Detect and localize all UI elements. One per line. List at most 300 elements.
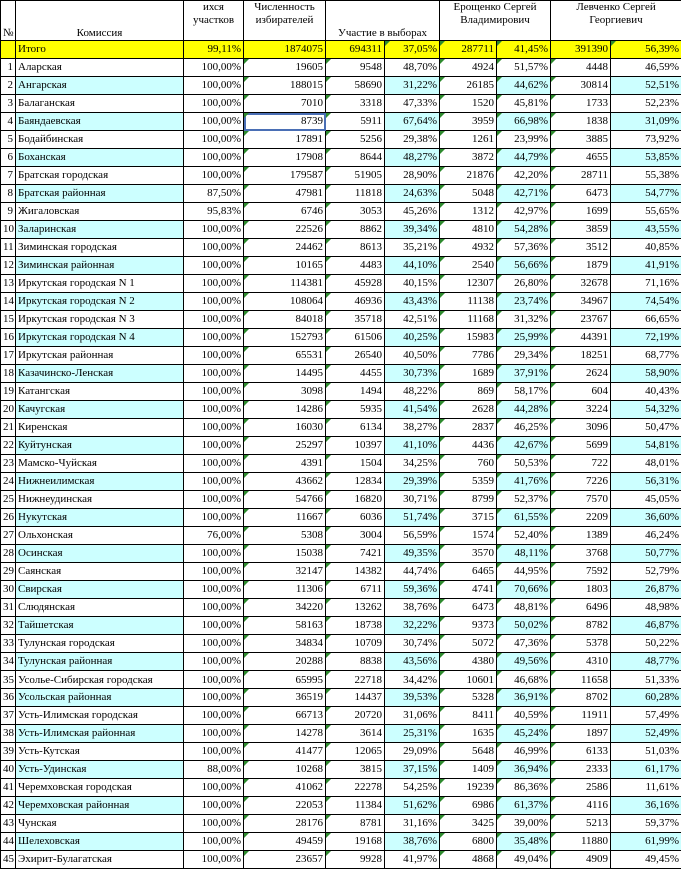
precinct-share-cell[interactable]: 100,00% [184, 509, 244, 527]
candidate2-votes-cell[interactable]: 4655 [551, 149, 611, 167]
row-number-cell[interactable]: 18 [1, 365, 16, 383]
turnout-count-cell[interactable]: 10709 [326, 635, 385, 653]
candidate1-votes-cell[interactable]: 21876 [440, 167, 497, 185]
turnout-percent-cell[interactable]: 34,25% [385, 455, 440, 473]
candidate2-votes-cell[interactable]: 6496 [551, 599, 611, 617]
precinct-share-cell[interactable]: 100,00% [184, 59, 244, 77]
candidate2-votes-cell[interactable]: 3224 [551, 401, 611, 419]
turnout-count-cell[interactable]: 11818 [326, 185, 385, 203]
candidate2-votes-cell[interactable]: 3859 [551, 221, 611, 239]
candidate2-percent-cell[interactable]: 51,33% [611, 671, 681, 689]
candidate2-percent-cell[interactable]: 48,98% [611, 599, 681, 617]
candidate2-votes-cell[interactable]: 2586 [551, 779, 611, 797]
precinct-share-cell[interactable]: 100,00% [184, 581, 244, 599]
candidate2-votes-cell[interactable]: 8702 [551, 689, 611, 707]
candidate2-percent-cell[interactable]: 50,22% [611, 635, 681, 653]
candidate2-percent-cell[interactable]: 36,60% [611, 509, 681, 527]
row-number-cell[interactable]: 41 [1, 779, 16, 797]
precinct-share-cell[interactable]: 100,00% [184, 851, 244, 869]
voters-cell[interactable]: 41062 [244, 779, 326, 797]
candidate1-percent-cell[interactable]: 46,99% [497, 743, 551, 761]
candidate1-percent-cell[interactable]: 47,36% [497, 635, 551, 653]
precinct-share-cell[interactable]: 100,00% [184, 257, 244, 275]
turnout-percent-cell[interactable]: 31,16% [385, 815, 440, 833]
row-number-cell[interactable]: 44 [1, 833, 16, 851]
turnout-percent-cell[interactable]: 54,25% [385, 779, 440, 797]
turnout-count-cell[interactable]: 61506 [326, 329, 385, 347]
candidate1-percent-cell[interactable]: 42,97% [497, 203, 551, 221]
candidate2-percent-cell[interactable]: 26,87% [611, 581, 681, 599]
voters-cell[interactable]: 25297 [244, 437, 326, 455]
precinct-share-cell[interactable]: 100,00% [184, 689, 244, 707]
candidate1-votes-cell[interactable]: 3425 [440, 815, 497, 833]
commission-name-cell[interactable]: Катангская [16, 383, 184, 401]
row-number-cell[interactable]: 20 [1, 401, 16, 419]
precinct-share-cell[interactable]: 100,00% [184, 329, 244, 347]
candidate2-votes-cell[interactable]: 11658 [551, 671, 611, 689]
candidate1-percent-cell[interactable]: 23,99% [497, 131, 551, 149]
candidate1-votes-cell[interactable]: 5328 [440, 689, 497, 707]
row-number-cell[interactable]: 4 [1, 113, 16, 131]
row-number-cell[interactable]: 13 [1, 275, 16, 293]
turnout-count-cell[interactable]: 14437 [326, 689, 385, 707]
candidate2-votes-cell[interactable]: 7226 [551, 473, 611, 491]
commission-name-cell[interactable]: Киренская [16, 419, 184, 437]
turnout-percent-cell[interactable]: 29,09% [385, 743, 440, 761]
candidate1-votes-cell[interactable]: 11168 [440, 311, 497, 329]
candidate1-votes-cell[interactable]: 26185 [440, 77, 497, 95]
commission-name-cell[interactable]: Нижнеилимская [16, 473, 184, 491]
candidate1-percent-cell[interactable]: 46,25% [497, 419, 551, 437]
voters-cell[interactable]: 16030 [244, 419, 326, 437]
turnout-percent-cell[interactable]: 48,27% [385, 149, 440, 167]
candidate2-votes-cell[interactable]: 4448 [551, 59, 611, 77]
candidate1-votes-cell[interactable]: 3570 [440, 545, 497, 563]
candidate2-votes-cell[interactable]: 11911 [551, 707, 611, 725]
voters-cell[interactable]: 65995 [244, 671, 326, 689]
commission-name-cell[interactable]: Иркутская городская N 4 [16, 329, 184, 347]
candidate1-votes-cell[interactable]: 5359 [440, 473, 497, 491]
turnout-count-cell[interactable]: 7421 [326, 545, 385, 563]
precinct-share-cell[interactable]: 100,00% [184, 545, 244, 563]
candidate2-votes-cell[interactable]: 6473 [551, 185, 611, 203]
candidate2-percent-cell[interactable]: 50,47% [611, 419, 681, 437]
row-number-cell[interactable]: 25 [1, 491, 16, 509]
turnout-percent-cell[interactable]: 32,22% [385, 617, 440, 635]
turnout-count-cell[interactable]: 3815 [326, 761, 385, 779]
commission-name-cell[interactable]: Баяндаевская [16, 113, 184, 131]
candidate1-percent-cell[interactable]: 44,79% [497, 149, 551, 167]
turnout-percent-cell[interactable]: 35,21% [385, 239, 440, 257]
row-number-cell[interactable]: 42 [1, 797, 16, 815]
candidate2-votes-cell[interactable]: 722 [551, 455, 611, 473]
turnout-count-cell[interactable]: 6711 [326, 581, 385, 599]
voters-cell[interactable]: 22053 [244, 797, 326, 815]
turnout-count-cell[interactable]: 1494 [326, 383, 385, 401]
voters-cell[interactable]: 15038 [244, 545, 326, 563]
commission-name-cell[interactable]: Усолье-Сибирская городская [16, 671, 184, 689]
candidate2-percent-cell[interactable]: 73,92% [611, 131, 681, 149]
candidate1-percent-cell[interactable]: 42,71% [497, 185, 551, 203]
row-number-cell[interactable]: 14 [1, 293, 16, 311]
precinct-share-cell[interactable]: 100,00% [184, 599, 244, 617]
commission-name-cell[interactable]: Балаганская [16, 95, 184, 113]
candidate1-percent-cell[interactable]: 39,00% [497, 815, 551, 833]
candidate2-percent-cell[interactable]: 49,45% [611, 851, 681, 869]
candidate2-percent-cell[interactable]: 46,59% [611, 59, 681, 77]
turnout-percent-cell[interactable]: 38,76% [385, 833, 440, 851]
precinct-share-cell[interactable]: 100,00% [184, 113, 244, 131]
candidate1-percent-cell[interactable]: 42,67% [497, 437, 551, 455]
candidate1-percent-cell[interactable]: 45,24% [497, 725, 551, 743]
precinct-share-cell[interactable]: 100,00% [184, 239, 244, 257]
commission-name-cell[interactable]: Усть-Илимская городская [16, 707, 184, 725]
turnout-count-cell[interactable]: 45928 [326, 275, 385, 293]
voters-cell[interactable]: 58163 [244, 617, 326, 635]
precinct-share-cell[interactable]: 100,00% [184, 365, 244, 383]
candidate2-votes-cell[interactable]: 3768 [551, 545, 611, 563]
header-candidate-levchenko[interactable]: Левченко Сергей Георгиевич [551, 1, 681, 41]
voters-cell[interactable]: 84018 [244, 311, 326, 329]
voters-cell[interactable]: 34220 [244, 599, 326, 617]
precinct-share-cell[interactable]: 100,00% [184, 383, 244, 401]
commission-name-cell[interactable]: Куйтунская [16, 437, 184, 455]
turnout-count-cell[interactable]: 4455 [326, 365, 385, 383]
candidate1-percent-cell[interactable]: 25,99% [497, 329, 551, 347]
candidate1-percent-cell[interactable]: 41,76% [497, 473, 551, 491]
candidate1-percent-cell[interactable]: 52,40% [497, 527, 551, 545]
candidate2-percent-cell[interactable]: 71,16% [611, 275, 681, 293]
candidate2-percent-cell[interactable]: 56,39% [611, 41, 681, 59]
candidate1-votes-cell[interactable]: 1261 [440, 131, 497, 149]
turnout-percent-cell[interactable]: 45,26% [385, 203, 440, 221]
candidate2-votes-cell[interactable]: 4310 [551, 653, 611, 671]
precinct-share-cell[interactable]: 76,00% [184, 527, 244, 545]
voters-cell[interactable]: 6746 [244, 203, 326, 221]
candidate1-percent-cell[interactable]: 36,91% [497, 689, 551, 707]
candidate1-votes-cell[interactable]: 4436 [440, 437, 497, 455]
candidate1-percent-cell[interactable]: 51,57% [497, 59, 551, 77]
candidate1-percent-cell[interactable]: 54,28% [497, 221, 551, 239]
voters-cell[interactable]: 1874075 [244, 41, 326, 59]
turnout-percent-cell[interactable]: 49,35% [385, 545, 440, 563]
voters-cell[interactable]: 23657 [244, 851, 326, 869]
turnout-percent-cell[interactable]: 41,97% [385, 851, 440, 869]
commission-name-cell[interactable]: Мамско-Чуйская [16, 455, 184, 473]
row-number-cell[interactable]: 6 [1, 149, 16, 167]
commission-name-cell[interactable]: Тулунская городская [16, 635, 184, 653]
turnout-count-cell[interactable]: 58690 [326, 77, 385, 95]
candidate1-votes-cell[interactable]: 4868 [440, 851, 497, 869]
candidate1-votes-cell[interactable]: 6473 [440, 599, 497, 617]
candidate1-percent-cell[interactable]: 42,20% [497, 167, 551, 185]
commission-name-cell[interactable]: Братская районная [16, 185, 184, 203]
voters-cell[interactable]: 11667 [244, 509, 326, 527]
turnout-count-cell[interactable]: 5256 [326, 131, 385, 149]
candidate1-percent-cell[interactable]: 56,66% [497, 257, 551, 275]
candidate1-percent-cell[interactable]: 45,81% [497, 95, 551, 113]
voters-cell[interactable]: 22526 [244, 221, 326, 239]
voters-cell[interactable]: 19605 [244, 59, 326, 77]
precinct-share-cell[interactable]: 100,00% [184, 347, 244, 365]
candidate1-votes-cell[interactable]: 4810 [440, 221, 497, 239]
commission-name-cell[interactable]: Усть-Удинская [16, 761, 184, 779]
turnout-count-cell[interactable]: 1504 [326, 455, 385, 473]
row-number-cell[interactable]: 10 [1, 221, 16, 239]
turnout-count-cell[interactable]: 8862 [326, 221, 385, 239]
candidate2-votes-cell[interactable]: 23767 [551, 311, 611, 329]
precinct-share-cell[interactable]: 100,00% [184, 653, 244, 671]
row-number-cell[interactable]: 33 [1, 635, 16, 653]
header-voters[interactable]: Численность избирателей [244, 1, 326, 41]
turnout-count-cell[interactable]: 26540 [326, 347, 385, 365]
candidate2-votes-cell[interactable]: 5213 [551, 815, 611, 833]
voters-cell[interactable]: 36519 [244, 689, 326, 707]
candidate1-votes-cell[interactable]: 4741 [440, 581, 497, 599]
turnout-percent-cell[interactable]: 28,90% [385, 167, 440, 185]
commission-name-cell[interactable]: Ангарская [16, 77, 184, 95]
candidate2-percent-cell[interactable]: 31,09% [611, 113, 681, 131]
candidate1-votes-cell[interactable]: 15983 [440, 329, 497, 347]
turnout-percent-cell[interactable]: 59,36% [385, 581, 440, 599]
row-number-cell[interactable]: 28 [1, 545, 16, 563]
header-precinct-share[interactable]: ихся участков [184, 1, 244, 41]
commission-name-cell[interactable]: Иркутская районная [16, 347, 184, 365]
voters-cell[interactable]: 14495 [244, 365, 326, 383]
voters-cell[interactable]: 41477 [244, 743, 326, 761]
candidate2-percent-cell[interactable]: 43,55% [611, 221, 681, 239]
commission-name-cell[interactable]: Зиминская городская [16, 239, 184, 257]
precinct-share-cell[interactable]: 100,00% [184, 437, 244, 455]
candidate2-votes-cell[interactable]: 5699 [551, 437, 611, 455]
precinct-share-cell[interactable]: 99,11% [184, 41, 244, 59]
voters-cell[interactable]: 34834 [244, 635, 326, 653]
row-number-cell[interactable]: 5 [1, 131, 16, 149]
voters-cell[interactable]: 114381 [244, 275, 326, 293]
turnout-count-cell[interactable]: 16820 [326, 491, 385, 509]
turnout-percent-cell[interactable]: 51,62% [385, 797, 440, 815]
candidate2-votes-cell[interactable]: 34967 [551, 293, 611, 311]
candidate1-percent-cell[interactable]: 37,91% [497, 365, 551, 383]
row-number-cell[interactable]: 7 [1, 167, 16, 185]
candidate1-votes-cell[interactable]: 5048 [440, 185, 497, 203]
turnout-count-cell[interactable]: 5911 [326, 113, 385, 131]
precinct-share-cell[interactable]: 100,00% [184, 311, 244, 329]
turnout-count-cell[interactable]: 8838 [326, 653, 385, 671]
commission-name-cell[interactable]: Итого [16, 41, 184, 59]
candidate1-votes-cell[interactable]: 2837 [440, 419, 497, 437]
commission-name-cell[interactable]: Нижнеудинская [16, 491, 184, 509]
candidate2-votes-cell[interactable]: 5378 [551, 635, 611, 653]
precinct-share-cell[interactable]: 100,00% [184, 635, 244, 653]
precinct-share-cell[interactable]: 100,00% [184, 149, 244, 167]
candidate2-percent-cell[interactable]: 36,16% [611, 797, 681, 815]
candidate2-percent-cell[interactable]: 66,65% [611, 311, 681, 329]
voters-cell[interactable]: 20288 [244, 653, 326, 671]
candidate2-percent-cell[interactable]: 50,77% [611, 545, 681, 563]
commission-name-cell[interactable]: Братская городская [16, 167, 184, 185]
candidate2-percent-cell[interactable]: 48,77% [611, 653, 681, 671]
candidate1-percent-cell[interactable]: 41,45% [497, 41, 551, 59]
candidate1-votes-cell[interactable]: 287711 [440, 41, 497, 59]
precinct-share-cell[interactable]: 88,00% [184, 761, 244, 779]
candidate2-votes-cell[interactable]: 391390 [551, 41, 611, 59]
turnout-count-cell[interactable]: 13262 [326, 599, 385, 617]
voters-cell[interactable]: 24462 [244, 239, 326, 257]
candidate2-votes-cell[interactable]: 1838 [551, 113, 611, 131]
precinct-share-cell[interactable]: 100,00% [184, 725, 244, 743]
candidate2-percent-cell[interactable]: 68,77% [611, 347, 681, 365]
row-number-cell[interactable]: 3 [1, 95, 16, 113]
precinct-share-cell[interactable]: 100,00% [184, 293, 244, 311]
candidate1-votes-cell[interactable]: 12307 [440, 275, 497, 293]
candidate2-percent-cell[interactable]: 46,24% [611, 527, 681, 545]
candidate2-votes-cell[interactable]: 2624 [551, 365, 611, 383]
candidate1-percent-cell[interactable]: 36,94% [497, 761, 551, 779]
turnout-percent-cell[interactable]: 51,74% [385, 509, 440, 527]
turnout-percent-cell[interactable]: 38,76% [385, 599, 440, 617]
commission-name-cell[interactable]: Боханская [16, 149, 184, 167]
candidate1-percent-cell[interactable]: 57,36% [497, 239, 551, 257]
candidate2-percent-cell[interactable]: 54,77% [611, 185, 681, 203]
candidate1-percent-cell[interactable]: 61,37% [497, 797, 551, 815]
row-number-cell[interactable]: 29 [1, 563, 16, 581]
candidate1-votes-cell[interactable]: 10601 [440, 671, 497, 689]
header-number[interactable]: № [1, 1, 16, 41]
row-number-cell[interactable]: 11 [1, 239, 16, 257]
turnout-percent-cell[interactable]: 43,43% [385, 293, 440, 311]
candidate1-votes-cell[interactable]: 760 [440, 455, 497, 473]
voters-cell[interactable]: 5308 [244, 527, 326, 545]
candidate1-votes-cell[interactable]: 9373 [440, 617, 497, 635]
turnout-count-cell[interactable]: 8613 [326, 239, 385, 257]
precinct-share-cell[interactable]: 100,00% [184, 473, 244, 491]
candidate1-percent-cell[interactable]: 35,48% [497, 833, 551, 851]
row-number-cell[interactable]: 34 [1, 653, 16, 671]
turnout-count-cell[interactable]: 6036 [326, 509, 385, 527]
row-number-cell[interactable]: 12 [1, 257, 16, 275]
voters-cell[interactable]: 14286 [244, 401, 326, 419]
row-number-cell[interactable]: 30 [1, 581, 16, 599]
turnout-count-cell[interactable]: 14382 [326, 563, 385, 581]
candidate2-votes-cell[interactable]: 1879 [551, 257, 611, 275]
candidate1-percent-cell[interactable]: 44,28% [497, 401, 551, 419]
row-number-cell[interactable]: 15 [1, 311, 16, 329]
candidate2-votes-cell[interactable]: 44391 [551, 329, 611, 347]
candidate1-votes-cell[interactable]: 11138 [440, 293, 497, 311]
voters-cell[interactable]: 14278 [244, 725, 326, 743]
candidate1-percent-cell[interactable]: 49,04% [497, 851, 551, 869]
candidate1-votes-cell[interactable]: 3872 [440, 149, 497, 167]
candidate2-percent-cell[interactable]: 54,32% [611, 401, 681, 419]
voters-cell[interactable]: 43662 [244, 473, 326, 491]
voters-cell[interactable]: 8739 [244, 113, 326, 131]
candidate2-votes-cell[interactable]: 4116 [551, 797, 611, 815]
precinct-share-cell[interactable]: 100,00% [184, 77, 244, 95]
precinct-share-cell[interactable]: 100,00% [184, 833, 244, 851]
precinct-share-cell[interactable]: 100,00% [184, 491, 244, 509]
precinct-share-cell[interactable]: 100,00% [184, 167, 244, 185]
candidate2-percent-cell[interactable]: 56,31% [611, 473, 681, 491]
row-number-cell[interactable]: 38 [1, 725, 16, 743]
turnout-percent-cell[interactable]: 30,73% [385, 365, 440, 383]
candidate1-votes-cell[interactable]: 1635 [440, 725, 497, 743]
candidate1-percent-cell[interactable]: 40,59% [497, 707, 551, 725]
candidate1-votes-cell[interactable]: 19239 [440, 779, 497, 797]
candidate2-votes-cell[interactable]: 1389 [551, 527, 611, 545]
turnout-count-cell[interactable]: 12834 [326, 473, 385, 491]
candidate1-votes-cell[interactable]: 5072 [440, 635, 497, 653]
row-number-cell[interactable]: 27 [1, 527, 16, 545]
candidate2-percent-cell[interactable]: 74,54% [611, 293, 681, 311]
turnout-percent-cell[interactable]: 43,56% [385, 653, 440, 671]
candidate2-votes-cell[interactable]: 1733 [551, 95, 611, 113]
commission-name-cell[interactable]: Тайшетская [16, 617, 184, 635]
candidate1-percent-cell[interactable]: 52,37% [497, 491, 551, 509]
turnout-count-cell[interactable]: 22718 [326, 671, 385, 689]
candidate2-percent-cell[interactable]: 59,37% [611, 815, 681, 833]
row-number-cell[interactable]: 37 [1, 707, 16, 725]
candidate2-votes-cell[interactable]: 7570 [551, 491, 611, 509]
voters-cell[interactable]: 32147 [244, 563, 326, 581]
candidate2-votes-cell[interactable]: 1897 [551, 725, 611, 743]
turnout-count-cell[interactable]: 4483 [326, 257, 385, 275]
voters-cell[interactable]: 7010 [244, 95, 326, 113]
candidate1-votes-cell[interactable]: 1409 [440, 761, 497, 779]
turnout-percent-cell[interactable]: 44,10% [385, 257, 440, 275]
commission-name-cell[interactable]: Качугская [16, 401, 184, 419]
candidate2-votes-cell[interactable]: 6133 [551, 743, 611, 761]
turnout-count-cell[interactable]: 9548 [326, 59, 385, 77]
candidate1-percent-cell[interactable]: 86,36% [497, 779, 551, 797]
candidate1-votes-cell[interactable]: 4932 [440, 239, 497, 257]
commission-name-cell[interactable]: Казачинско-Ленская [16, 365, 184, 383]
row-number-cell[interactable]: 22 [1, 437, 16, 455]
row-number-cell[interactable]: 32 [1, 617, 16, 635]
voters-cell[interactable]: 47981 [244, 185, 326, 203]
voters-cell[interactable]: 179587 [244, 167, 326, 185]
commission-name-cell[interactable]: Усть-Илимская районная [16, 725, 184, 743]
voters-cell[interactable]: 188015 [244, 77, 326, 95]
commission-name-cell[interactable]: Чунская [16, 815, 184, 833]
commission-name-cell[interactable]: Шелеховская [16, 833, 184, 851]
precinct-share-cell[interactable]: 100,00% [184, 743, 244, 761]
voters-cell[interactable]: 4391 [244, 455, 326, 473]
turnout-percent-cell[interactable]: 30,71% [385, 491, 440, 509]
candidate1-votes-cell[interactable]: 3959 [440, 113, 497, 131]
candidate1-votes-cell[interactable]: 8799 [440, 491, 497, 509]
commission-name-cell[interactable]: Тулунская районная [16, 653, 184, 671]
candidate1-votes-cell[interactable]: 4924 [440, 59, 497, 77]
candidate1-percent-cell[interactable]: 49,56% [497, 653, 551, 671]
commission-name-cell[interactable]: Слюдянская [16, 599, 184, 617]
candidate2-percent-cell[interactable]: 45,05% [611, 491, 681, 509]
commission-name-cell[interactable]: Аларская [16, 59, 184, 77]
candidate1-votes-cell[interactable]: 6800 [440, 833, 497, 851]
candidate2-percent-cell[interactable]: 52,79% [611, 563, 681, 581]
row-number-cell[interactable] [1, 41, 16, 59]
candidate2-percent-cell[interactable]: 51,03% [611, 743, 681, 761]
row-number-cell[interactable]: 36 [1, 689, 16, 707]
voters-cell[interactable]: 49459 [244, 833, 326, 851]
commission-name-cell[interactable]: Свирская [16, 581, 184, 599]
candidate2-percent-cell[interactable]: 11,61% [611, 779, 681, 797]
precinct-share-cell[interactable]: 100,00% [184, 401, 244, 419]
precinct-share-cell[interactable]: 100,00% [184, 95, 244, 113]
candidate2-percent-cell[interactable]: 41,91% [611, 257, 681, 275]
commission-name-cell[interactable]: Усольская районная [16, 689, 184, 707]
turnout-percent-cell[interactable]: 40,25% [385, 329, 440, 347]
